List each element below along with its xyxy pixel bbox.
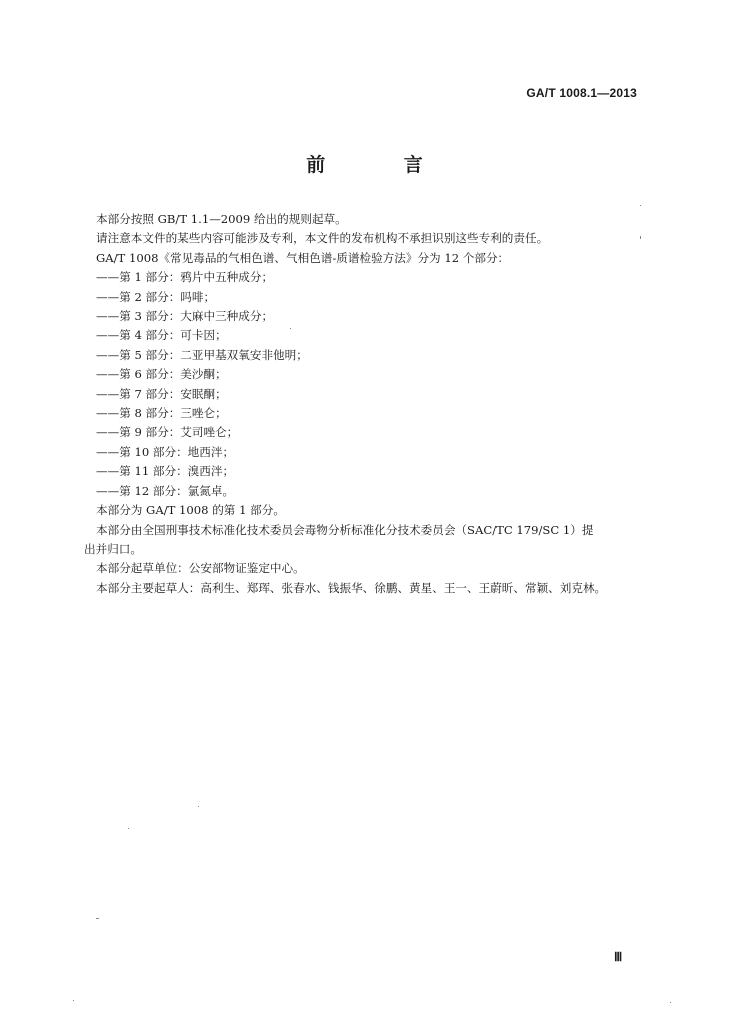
paragraph-drafters: 本部分主要起草人：高利生、郑珲、张春水、钱振华、徐鹏、黄星、王一、王蔚昕、常颖、刘克林。 bbox=[96, 580, 607, 595]
paragraph-patent-notice: 请注意本文件的某些内容可能涉及专利，本文件的发布机构不承担识别这些专利的责任。 bbox=[96, 231, 549, 246]
list-item: ——第 9 部分：艾司唑仑； bbox=[96, 425, 239, 440]
list-item: ——第 11 部分：溴西泮； bbox=[96, 464, 235, 479]
list-item: ——第 5 部分：二亚甲基双氧安非他明； bbox=[96, 347, 308, 362]
paragraph-part-of: 本部分为 GA/T 1008 的第 1 部分。 bbox=[96, 503, 285, 518]
paragraph-proposed-by: 本部分由全国刑事技术标准化技术委员会毒物分析标准化分技术委员会（SAC/TC 179/SC 1）提 bbox=[96, 522, 594, 537]
parts-list bbox=[96, 268, 636, 501]
paragraph-drafting-unit: 本部分起草单位：公安部物证鉴定中心。 bbox=[96, 561, 305, 576]
scan-speck bbox=[96, 918, 99, 919]
paragraph-proposed-by-continued: 出并归口。 bbox=[84, 541, 142, 556]
scan-speck bbox=[128, 828, 129, 829]
scan-speck bbox=[198, 806, 199, 807]
paragraph-drafting-rules: 本部分按照 GB/T 1.1—2009 给出的规则起草。 bbox=[96, 212, 347, 226]
list-item: ——第 12 部分：氯氮卓。 bbox=[96, 483, 235, 498]
page-title: 前 言 bbox=[306, 154, 459, 176]
list-item: ——第 4 部分：可卡因； bbox=[96, 328, 227, 343]
document-code: GA/T 1008.1—2013 bbox=[526, 86, 637, 100]
list-item: ——第 1 部分：鸦片中五种成分； bbox=[96, 270, 274, 285]
scan-speck bbox=[290, 328, 291, 329]
document-body bbox=[84, 210, 636, 598]
list-item: ——第 6 部分：美沙酮； bbox=[96, 367, 227, 382]
list-item: ——第 8 部分：三唑仑； bbox=[96, 406, 227, 421]
page-number: Ⅲ bbox=[614, 950, 623, 964]
scan-speck bbox=[670, 1002, 671, 1003]
list-item: ——第 3 部分：大麻中三种成分； bbox=[96, 309, 274, 324]
list-item: ——第 10 部分：地西泮； bbox=[96, 444, 235, 459]
scan-speck bbox=[73, 1000, 74, 1001]
paragraph-parts-intro: GA/T 1008《常见毒品的气相色谱、气相色谱-质谱检验方法》分为 12 个部分： bbox=[96, 250, 510, 265]
scan-speck bbox=[640, 236, 641, 239]
list-item: ——第 2 部分：吗啡； bbox=[96, 289, 216, 304]
scan-speck bbox=[640, 205, 641, 206]
list-item: ——第 7 部分：安眠酮； bbox=[96, 386, 227, 401]
